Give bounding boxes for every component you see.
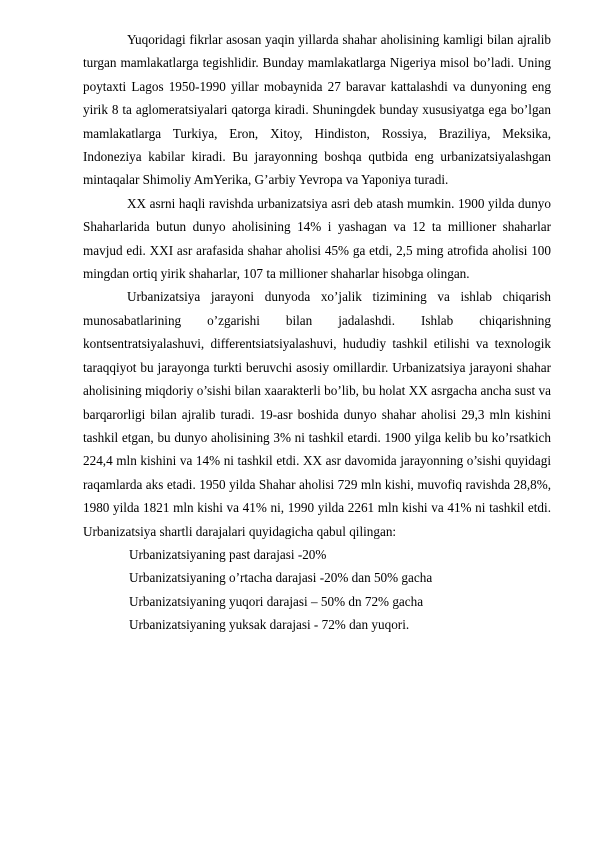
list-item: Urbanizatsiyaning yuksak darajasi - 72% dan yuqori.	[129, 617, 410, 633]
paragraph-urbanization-countries: Yuqoridagi fikrlar asosan yaqin yillarda shahar aholisining kamligi bilan ajralib turgan mamlakatlarga tegishlidir. Bunday mamlakatlarga Nigeriya misol bo’ladi. Uning poytaxti Lagos 1950-1990 yillar mobaynida 27 baravar kattalashdi va dunyoning eng yirik 8 ta aglomeratsiyalari qatorga kiradi. Shuningdek bunday xususiyatga ega bo’lgan mamlakatlarga Turkiya, Eron, Xitoy, Hindiston, Rossiya, Braziliya, Meksika, Indoneziya kabilar kiradi. Bu jarayonning boshqa qutbida eng urbanizatsiyalashgan mintaqalar Shimoliy AmYerika, G’arbiy Yevropa va Yaponiya turadi.	[83, 32, 551, 188]
list-item: Urbanizatsiyaning past darajasi -20%	[129, 546, 327, 562]
list-item: Urbanizatsiyaning yuqori darajasi – 50% dn 72% gacha	[129, 593, 424, 609]
paragraph-urbanization-process: Urbanizatsiya jarayoni dunyoda xo’jalik tizimining va ishlab chiqarish munosabatlarining o’zgarishi bilan jadalashdi. Ishlab chiqarishning kontsentratsiyalashuvi, differentsiatsiyalashuvi, hududiy tashkil etilishi va texnologik taraqqiyot bu jarayonga turkti beruvchi asosiy omillardir. Urbanizatsiya jarayoni shahar aholisining miqdoriy o’sishi bilan xaarakterli bo’lib, bu holat XX asrgacha ancha sust va barqarorligi bilan ajralib turadi. 19-asr boshida dunyo shahar aholisi 29,3 mln kishini tashkil etgan, bu dunyo aholisining 3% ni tashkil etardi. 1900 yilga kelib bu ko’rsatkich 224,4 mln kishini va 14% ni tashkil etdi. XX asr davomida jarayonning o’sishi quyidagi raqamlarda aks etadi. 1950 yilda Shahar aholisi 729 mln kishi, muvofiq ravishda 28,8%, 1980 yilda 1821 mln kishi va 41% ni, 1990 yilda 2261 mln kishi va 41% ni tashkil etdi. Urbanizatsiya shartli darajalari quyidagicha qabul qilingan:	[83, 289, 551, 539]
paragraph-twentieth-century: XX asrni haqli ravishda urbanizatsiya asri deb atash mumkin. 1900 yilda dunyo Shaharlarida butun dunyo aholisining 14% i yashagan va 12 ta millioner shaharlar mavjud edi. XXI asr arafasida shahar aholisi 45% ga etdi, 2,5 ming atrofida aholisi 100 mingdan ortiq yirik shaharlar, 107 ta millioner shaharlar hisobga olingan.	[83, 195, 551, 282]
list-item: Urbanizatsiyaning o’rtacha darajasi -20% dan 50% gacha	[129, 570, 433, 586]
document-body	[83, 28, 551, 637]
urbanization-levels-list	[83, 543, 551, 637]
